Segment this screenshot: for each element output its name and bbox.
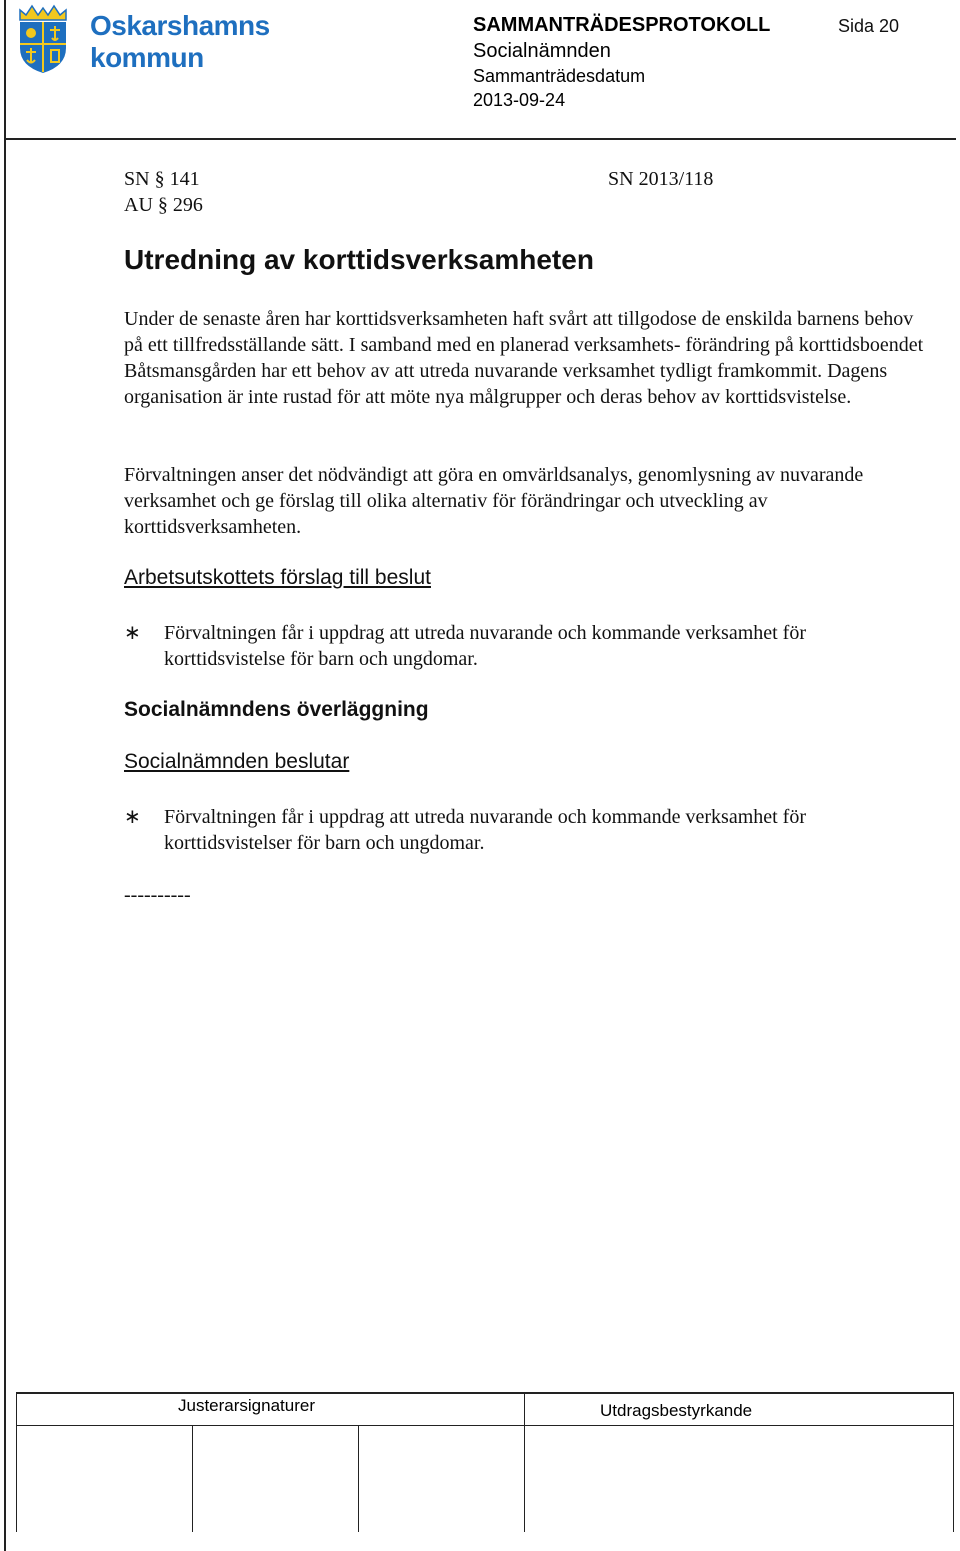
paragraph-assessment: Förvaltningen anser det nödvändigt att göra en omvärldsanalys, genomlysning av nuvarande verksamhet och ge förslag till olika alternativ för förändringar och utveckling av korttidsverksamheten.	[124, 464, 864, 538]
signature-cell-divider	[953, 1392, 954, 1532]
deliberation-heading: Socialnämndens överläggning	[124, 698, 429, 721]
paragraph-background: Under de senaste åren har korttidsverksamheten haft svårt att tillgodose de enskilda barnens behov på ett tillfredsställande sätt. I samband med en planerad verksamhets- förändring på korttidsboendet Båtsmansgården har ett behov av att utreda nuvarande verksamhet tydligt framkommit. Dagens organisation är inte rustad för att möte nya målgrupper och deras behov av korttidsvistelse.	[124, 308, 924, 408]
left-margin-rule	[4, 0, 6, 1551]
signature-cell-divider	[358, 1425, 359, 1532]
section-separator: ----------	[124, 884, 191, 906]
header-divider	[4, 138, 956, 140]
meeting-date: 2013-09-24	[473, 90, 566, 110]
signature-cell-divider	[16, 1392, 17, 1532]
signature-table	[16, 1392, 954, 1532]
case-reference: SN 2013/118	[608, 168, 714, 190]
municipality-logo	[16, 4, 270, 76]
protocol-title: SAMMANTRÄDESPROTOKOLL	[473, 14, 771, 36]
bullet-marker: ∗	[124, 806, 141, 828]
logo-line-1: Oskarshamns	[90, 10, 270, 41]
justerare-signatures-label: Justerarsignaturer	[178, 1396, 316, 1415]
item-title: Utredning av korttidsverksamheten	[124, 244, 594, 275]
extract-certification-label: Utdragsbestyrkande	[600, 1401, 753, 1420]
au-paragraph-number: AU § 296	[124, 194, 203, 216]
logo-line-2: kommun	[90, 42, 204, 73]
meeting-date-label: Sammanträdesdatum	[473, 66, 646, 86]
signature-table-top-rule	[16, 1392, 954, 1394]
au-proposal-heading: Arbetsutskottets förslag till beslut	[124, 566, 431, 589]
signature-cell-divider	[524, 1392, 525, 1532]
decision-heading: Socialnämnden beslutar	[124, 750, 350, 773]
signature-cell-divider	[192, 1425, 193, 1532]
logo-wordmark	[90, 12, 270, 72]
page-number: Sida 20	[838, 16, 900, 36]
signature-table-mid-rule	[16, 1425, 954, 1426]
committee-name: Socialnämnden	[473, 40, 611, 62]
sn-paragraph-number: SN § 141	[124, 168, 200, 190]
decision-bullet: Förvaltningen får i uppdrag att utreda nuvarande och kommande verksamhet för korttidsvistelser för barn och ungdomar.	[164, 806, 807, 854]
bullet-marker: ∗	[124, 622, 141, 644]
au-proposal-bullet: Förvaltningen får i uppdrag att utreda nuvarande och kommande verksamhet för korttidsvistelse för barn och ungdomar.	[164, 622, 807, 670]
municipal-crest-icon	[16, 4, 70, 74]
